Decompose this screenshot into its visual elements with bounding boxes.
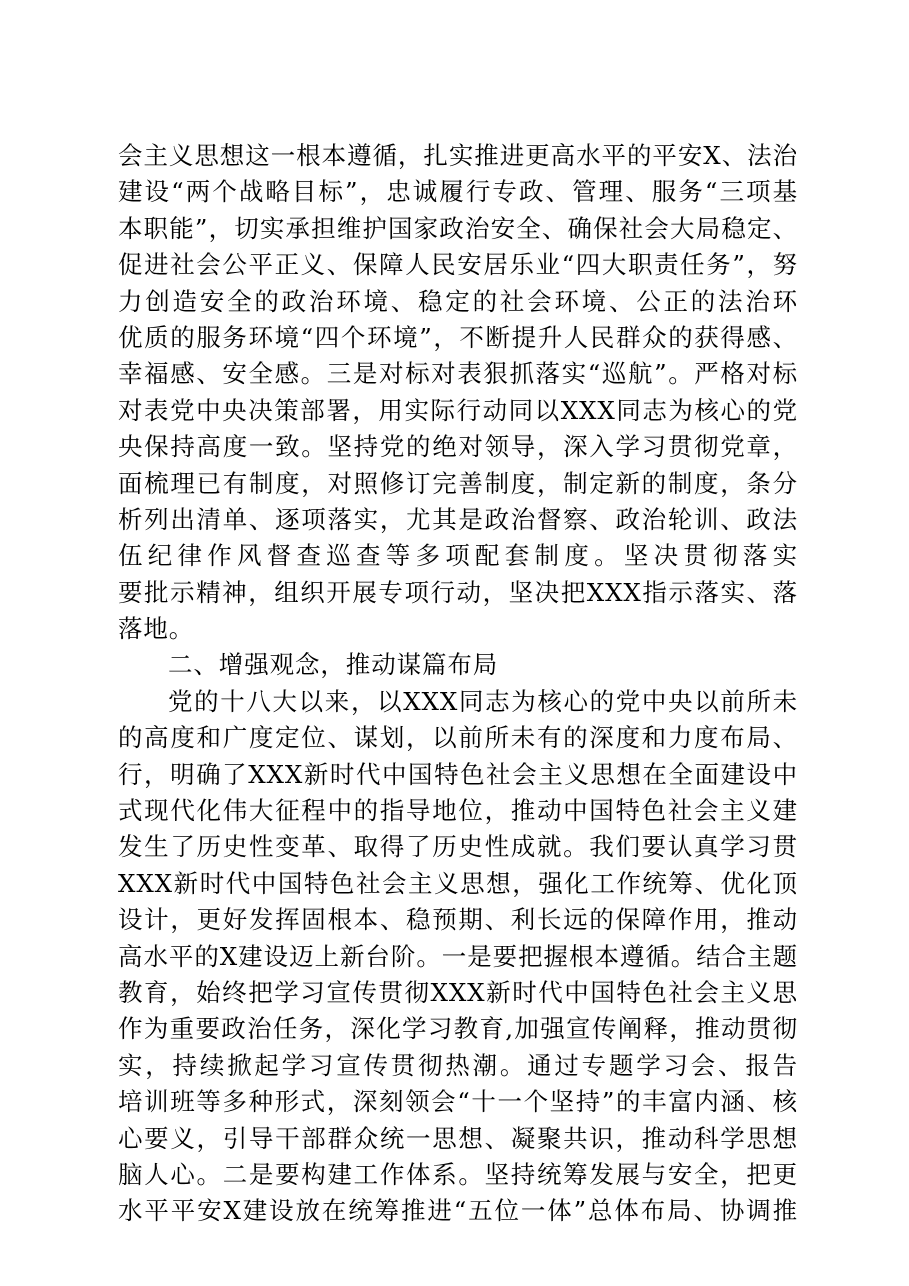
text-line: 要批示精神，组织开展专项行动，坚决把XXX指示落实、落 [118, 577, 798, 607]
text-line: 幸福感、安全感。三是对标对表狠抓落实“巡航”。严格对标 [118, 359, 798, 389]
text-line: 建设“两个战略目标”，忠诚履行专政、管理、服务“三项基 [118, 177, 798, 207]
text-line: XXX新时代中国特色社会主义思想，强化工作统筹、优化顶 [118, 868, 798, 898]
text-line: 水平平安X建设放在统筹推进“五位一体”总体布局、协调推 [118, 1196, 798, 1226]
text-line: 脑人心。二是要构建工作体系。坚持统筹发展与安全，把更 [118, 1159, 798, 1189]
text-line: 面梳理已有制度，对照修订完善制度，制定新的制度，条分 [118, 468, 798, 498]
text-line: 教育，始终把学习宣传贯彻XXX新时代中国特色社会主义思 [118, 977, 798, 1007]
text-line: 央保持高度一致。坚持党的绝对领导，深入学习贯彻党章， [118, 432, 798, 462]
text-line: 力创造安全的政治环境、稳定的社会环境、公正的法治环 [118, 286, 798, 316]
text-line: 心要义，引导干部群众统一思想、凝聚共识，推动科学思想 [118, 1123, 798, 1153]
text-line: 析列出清单、逐项落实，尤其是政治督察、政治轮训、政法 [118, 504, 798, 534]
text-line: 作为重要政治任务，深化学习教育,加强宣传阐释，推动贯彻 [118, 1014, 798, 1044]
text-line: 行，明确了XXX新时代中国特色社会主义思想在全面建设中 [118, 759, 798, 789]
text-line: 实，持续掀起学习宣传贯彻热潮。通过专题学习会、报告 [118, 1050, 798, 1080]
text-line: 对表党中央决策部署，用实际行动同以XXX同志为核心的党 [118, 395, 798, 425]
text-line: 高水平的X建设迈上新台阶。一是要把握根本遵循。结合主题 [118, 941, 798, 971]
text-line: 落地。 [118, 614, 195, 644]
text-line: 伍纪律作风督查巡查等多项配套制度。坚决贯彻落实 [118, 541, 798, 571]
text-line: 本职能”，切实承担维护国家政治安全、确保社会大局稳定、 [118, 213, 798, 243]
text-line: 式现代化伟大征程中的指导地位，推动中国特色社会主义建 [118, 796, 798, 826]
text-line: 发生了历史性变革、取得了历史性成就。我们要认真学习贯 [118, 832, 798, 862]
text-line: 党的十八大以来，以XXX同志为核心的党中央以前所未 [168, 686, 798, 716]
text-line: 会主义思想这一根本遵循，扎实推进更高水平的平安X、法治 [118, 141, 798, 170]
body-text [118, 138, 798, 1230]
text-line: 设计，更好发挥固根本、稳预期、利长远的保障作用，推动 [118, 905, 798, 935]
section-heading: 二、增强观念，推动谋篇布局 [168, 650, 499, 680]
text-line: 优质的服务环境“四个环境”，不断提升人民群众的获得感、 [118, 322, 798, 352]
text-line: 的高度和广度定位、谋划，以前所未有的深度和力度布局、 [118, 723, 798, 753]
text-line: 培训班等多种形式，深刻领会“十一个坚持”的丰富内涵、核 [118, 1087, 798, 1117]
text-line: 促进社会公平正义、保障人民安居乐业“四大职责任务”，努 [118, 250, 798, 280]
